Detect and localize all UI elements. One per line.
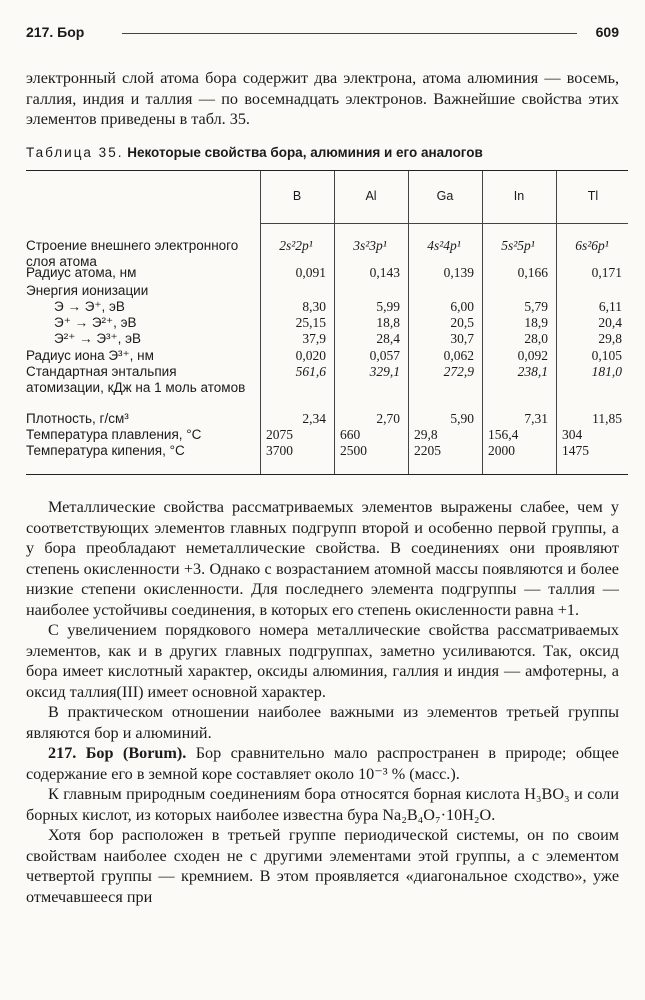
- body-paragraph-3: В практическом отношении наиболее важными из элементов третьей группы являются бор и алюминий.: [26, 703, 619, 742]
- page-number: 609: [595, 24, 619, 40]
- row-label: Радиус атома, нм: [26, 265, 137, 280]
- table-cell: 30,7: [450, 331, 474, 346]
- table-cell: 37,9: [302, 331, 326, 346]
- section-paragraph-1-text: Бор сравнительно мало распространен в природе; общее содержание его в земной коре составляет около 10⁻³ % (масс.).: [26, 744, 619, 783]
- table-cell: 5s²5p¹: [501, 238, 535, 253]
- table-cell: 2500: [340, 443, 367, 458]
- table-cell: 2075: [266, 427, 293, 442]
- table-cell: 0,105: [591, 348, 622, 363]
- table-cell: 329,1: [369, 364, 400, 379]
- row-label: Стандартная энтальпия атомизации, кДж на 1 моль атомов: [26, 364, 246, 395]
- intro-paragraph: электронный слой атома бора содержит два электрона, атома алюминия — восемь, галлия, индия и таллия — по восемнадцать электронов. Важнейшие свойства этих элементов приведены в табл. 35.: [26, 69, 619, 128]
- header-divider: [260, 223, 628, 224]
- table-cell: 238,1: [517, 364, 548, 379]
- running-header: [26, 24, 619, 48]
- table-cell: 0,057: [369, 348, 400, 363]
- table-caption: [26, 145, 619, 160]
- table-divider: [260, 171, 261, 474]
- table-cell: 6,00: [450, 299, 474, 314]
- table-divider: [482, 171, 483, 474]
- table-cell: 6,11: [598, 299, 622, 314]
- section-paragraph-3: Хотя бор расположен в третьей группе периодической системы, он по своим свойствам наиболее сходен не с другими элементами этой группы, а с элементом четвертой группы — кремнием. В этом проявляется «диагональное сходство», уже отмечавшееся при: [26, 826, 619, 906]
- table-cell: 5,79: [524, 299, 548, 314]
- table-cell: 29,8: [414, 427, 438, 442]
- column-header: Al: [365, 189, 377, 203]
- column-header: In: [513, 189, 525, 203]
- table-cell: 20,4: [598, 315, 622, 330]
- table-cell: 272,9: [443, 364, 474, 379]
- table-cell: 5,90: [450, 411, 474, 426]
- row-label: Энергия ионизации: [26, 283, 149, 298]
- table-cell: 20,5: [450, 315, 474, 330]
- row-label: Э²⁺ → Э³⁺, эВ: [54, 331, 142, 346]
- table-cell: 28,0: [524, 331, 548, 346]
- row-label: Строение внешнего электронного слоя атома: [26, 238, 239, 269]
- table-cell: 28,4: [376, 331, 400, 346]
- table-cell: 2,34: [302, 411, 326, 426]
- table-cell: 18,8: [376, 315, 400, 330]
- row-label: Э⁺ → Э²⁺, эВ: [54, 315, 137, 330]
- table-cell: 0,092: [517, 348, 548, 363]
- table-cell: 181,0: [591, 364, 622, 379]
- row-label: Плотность, г/см³: [26, 411, 129, 426]
- table-cell: 6s²6p¹: [575, 238, 609, 253]
- table-cell: 0,020: [295, 348, 326, 363]
- section-heading: 217. Бор (Borum).: [48, 744, 187, 762]
- table-cell: 0,062: [443, 348, 474, 363]
- table-cell: 1475: [562, 443, 589, 458]
- table-divider: [334, 171, 335, 474]
- table-cell: 2s²2p¹: [279, 238, 313, 253]
- table-divider: [408, 171, 409, 474]
- body-paragraph-1: Металлические свойства рассматриваемых элементов выражены слабее, чем у соответствующих элементов главных подгрупп второй и особенно первой группы, а у бора преобладают неметаллические свойства. В соединениях они проявляют степень окисленности +3. Однако с возрастанием атомной массы появляются и более низкие степени окисленности. Для последнего элемента подгруппы — таллия — наиболее устойчивы соединения, в которых его степень окисленности равна +1.: [26, 498, 619, 619]
- table-cell: 0,143: [369, 265, 400, 280]
- body-text: [26, 497, 619, 907]
- body-paragraph-2: С увеличением порядкового номера металлические свойства рассматриваемых элементов, как и в других главных подгруппах, заметно усиливаются. Так, оксид бора имеет кислотный характер, оксиды алюминия, галлия и индия — амфотерны, а оксид таллия(III) имеет основной характер.: [26, 621, 619, 701]
- table-cell: 7,31: [524, 411, 548, 426]
- table-cell: 0,091: [295, 265, 326, 280]
- section-paragraph-1: [26, 743, 619, 784]
- table-cell: 8,30: [302, 299, 326, 314]
- table-label: Таблица 35.: [26, 145, 124, 160]
- table-cell: 3700: [266, 443, 293, 458]
- column-header: Tl: [587, 189, 599, 203]
- table-cell: 304: [562, 427, 583, 442]
- row-label: Радиус иона Э³⁺, нм: [26, 348, 154, 363]
- column-header: B: [292, 189, 302, 203]
- table-cell: 660: [340, 427, 361, 442]
- table-cell: 2,70: [376, 411, 400, 426]
- table-title: Некоторые свойства бора, алюминия и его аналогов: [127, 145, 483, 160]
- row-label: Температура кипения, °С: [26, 443, 185, 458]
- table-cell: 11,85: [592, 411, 622, 426]
- header-rule: [122, 33, 577, 34]
- intro-paragraph-block: [26, 68, 619, 130]
- table-cell: 156,4: [488, 427, 519, 442]
- table-cell: 2205: [414, 443, 441, 458]
- table-cell: 0,139: [443, 265, 474, 280]
- section-title: 217. Бор: [26, 24, 85, 40]
- section-paragraph-2: К главным природным соединениям бора относятся борная кислота H₃BO₃ и соли борных кислот, из которых наиболее известна бура Na₂B₄O₇·10H₂O.: [26, 785, 619, 824]
- table-cell: 0,166: [517, 265, 548, 280]
- row-label: Температура плавления, °С: [26, 427, 202, 442]
- properties-table: [26, 170, 628, 475]
- table-cell: 25,15: [295, 315, 326, 330]
- table-cell: 4s²4p¹: [427, 238, 461, 253]
- table-cell: 3s²3p¹: [353, 238, 387, 253]
- table-cell: 0,171: [591, 265, 622, 280]
- row-label: Э → Э⁺, эВ: [54, 299, 125, 314]
- table-cell: 29,8: [598, 331, 622, 346]
- table-cell: 2000: [488, 443, 515, 458]
- table-cell: 561,6: [295, 364, 326, 379]
- table-cell: 18,9: [524, 315, 548, 330]
- table-cell: 5,99: [376, 299, 400, 314]
- column-header: Ga: [436, 189, 454, 203]
- table-divider: [556, 171, 557, 474]
